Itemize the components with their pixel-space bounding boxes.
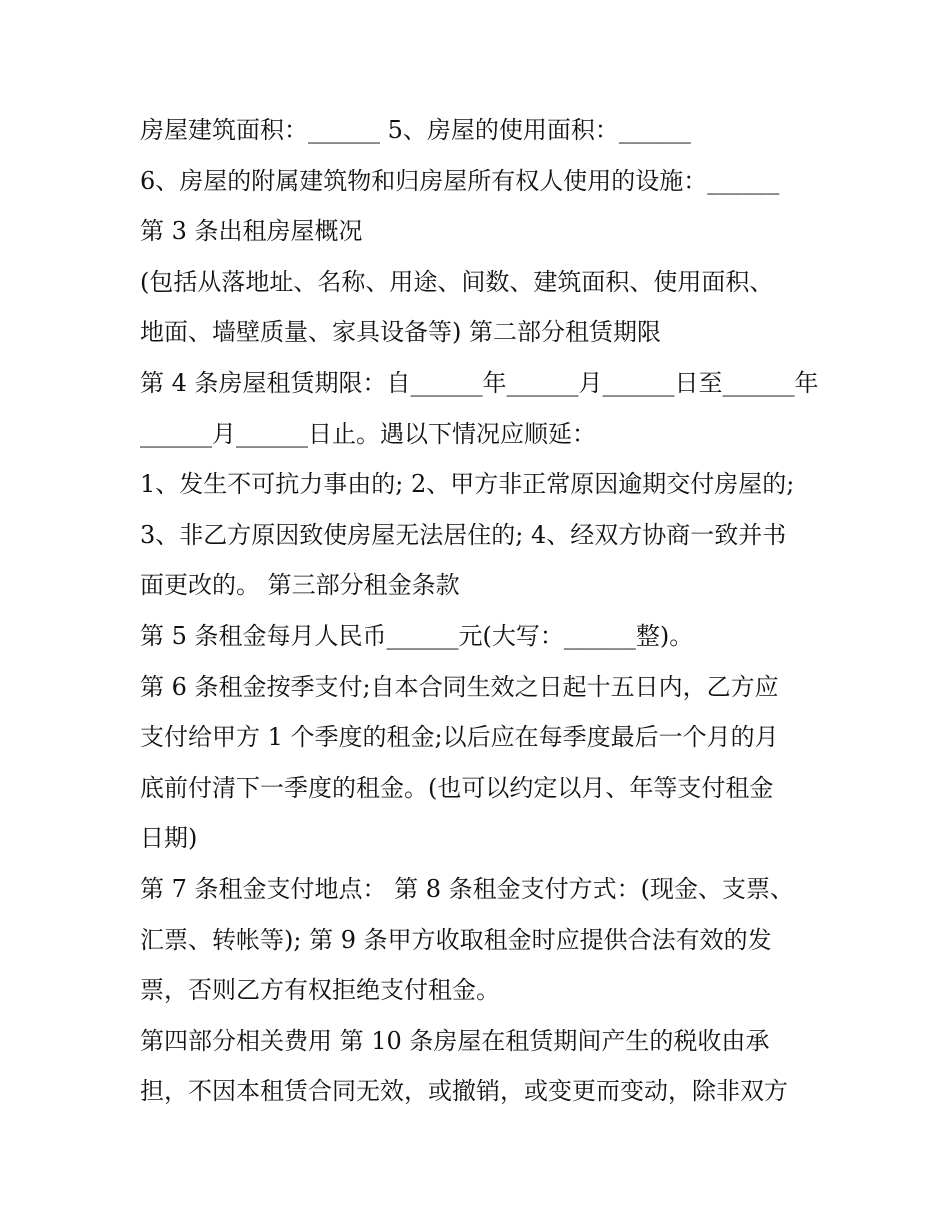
contract-body xyxy=(140,105,820,1117)
text-line: 3、非乙方原因致使房屋无法居住的; 4、经双方协商一致并书 xyxy=(140,520,787,549)
text-line: 日期) xyxy=(140,824,198,853)
section-heading: 第 3 条出租房屋概况 xyxy=(140,217,363,246)
text-line: 房屋建筑面积：______ 5、房屋的使用面积：______ xyxy=(140,116,691,144)
text-line: ______月______日止。遇以下情况应顺延： xyxy=(140,419,596,448)
text-line: 面更改的。 第三部分租金条款 xyxy=(140,571,460,600)
text-line: 第 6 条租金按季支付;自本合同生效之日起十五日内，乙方应 xyxy=(140,672,779,701)
text-line: 地面、墙壁质量、家具设备等) 第二部分租赁期限 xyxy=(140,318,661,347)
text-line: 6、房屋的附属建筑物和归房屋所有权人使用的设施：______ xyxy=(140,166,780,195)
text-line: 第 4 条房屋租赁期限：自______年______月______日至______年 xyxy=(140,368,819,397)
text-line: 汇票、转帐等); 第 9 条甲方收取租金时应提供合法有效的发 xyxy=(140,925,772,954)
text-line: 支付给甲方 1 个季度的租金;以后应在每季度最后一个月的月 xyxy=(140,723,779,752)
text-line: 第 5 条租金每月人民币______元(大写：______整)。 xyxy=(140,621,694,650)
text-line: 票，否则乙方有权拒绝支付租金。 xyxy=(140,976,500,1005)
text-line: 担，不因本租赁合同无效，或撤销，或变更而变动，除非双方 xyxy=(140,1077,788,1106)
text-line: 1、发生不可抗力事由的; 2、甲方非正常原因逾期交付房屋的; xyxy=(140,470,795,499)
text-line: 第 7 条租金支付地点： 第 8 条租金支付方式：(现金、支票、 xyxy=(140,874,795,903)
text-line: 第四部分相关费用 第 10 条房屋在租赁期间产生的税收由承 xyxy=(140,1026,770,1055)
text-line: 底前付清下一季度的租金。(也可以约定以月、年等支付租金 xyxy=(140,773,774,802)
text-line: (包括从落地址、名称、用途、间数、建筑面积、使用面积、 xyxy=(140,267,774,296)
